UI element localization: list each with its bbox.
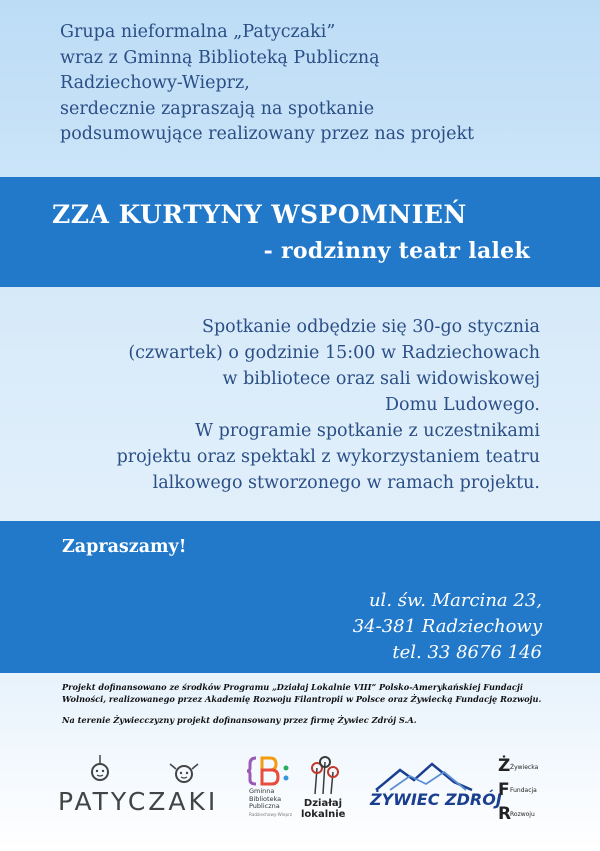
intro-line: serdecznie zapraszają na spotkanie [60, 98, 375, 119]
intro-line: Radziechowy-Wieprz, [60, 73, 250, 93]
zywiec-zdroj-wordmark: ŻYWIEC ZDRÓJ [370, 790, 502, 809]
title-banner [0, 177, 600, 287]
mountains-icon [370, 762, 478, 792]
patyczaki-logo [48, 750, 244, 830]
intro-line: Grupa nieformalna „Patyczaki” [60, 22, 336, 42]
library-emblem-icon [246, 754, 298, 788]
intro-line: wraz z Gminną Biblioteką Publiczną [60, 47, 380, 68]
funding-note [62, 681, 552, 735]
intro-line: podsumowujące realizowany przez nas projekt [60, 124, 475, 144]
details-line: Domu Ludowego. [385, 395, 540, 415]
details-line: (czwartek) o godzinie 15:00 w Radziechowach [128, 343, 540, 363]
zywiec-zdroj-logo [370, 762, 502, 824]
intro-text [60, 20, 580, 148]
invite-heading: Zapraszamy! [62, 537, 187, 557]
details-line: W programie spotkanie z uczestnikami [195, 421, 540, 441]
dzialaj-lokalnie-wordmark: Działaj lokalnie [301, 798, 346, 820]
library-logo [246, 754, 298, 828]
address-phone: tel. 33 8676 146 [392, 642, 542, 663]
event-title: ZZA KURTYNY WSPOMNIEŃ [52, 200, 467, 229]
address-city: 34-381 Radziechowy [352, 616, 542, 637]
details-line: Spotkanie odbędzie się 30-go stycznia [201, 317, 540, 337]
event-subtitle: - rodzinny teatr lalek [263, 238, 530, 264]
address-street: ul. św. Marcina 23, [368, 590, 542, 611]
details-line: w bibliotece oraz sali widowiskowej [222, 369, 540, 389]
sponsor-line: Na terenie Żywiecczyzny projekt dofinansowany przez firmę Żywiec Zdrój S.A. [62, 715, 417, 725]
logos-row [48, 750, 548, 830]
details-line: projektu oraz spektakl z wykorzystaniem teatru [116, 447, 540, 467]
zfr-logo: Ż Żywiecka F Fundacja R Rozwoju [498, 756, 539, 824]
dzialaj-lokalnie-logo [301, 754, 345, 828]
patyczaki-wordmark: PATYCZAKI [58, 787, 219, 816]
details-line: lalkowego stworzonego w ramach projektu. [152, 473, 540, 493]
address-block [353, 588, 542, 666]
flowers-icon [301, 754, 345, 798]
event-details [20, 314, 540, 496]
library-name: Gminna Biblioteka Publiczna Radziechowy-Wieprz [249, 787, 293, 817]
funding-line: Projekt dofinansowano ze środków Programu „Działaj Lokalnie VIII” Polsko-Amerykańskiej Fundacji Wolności, realizowanego przez Akademię Rozwoju Filantropii w Polsce oraz Żywiecką Fundację Rozwoju. [62, 682, 542, 704]
